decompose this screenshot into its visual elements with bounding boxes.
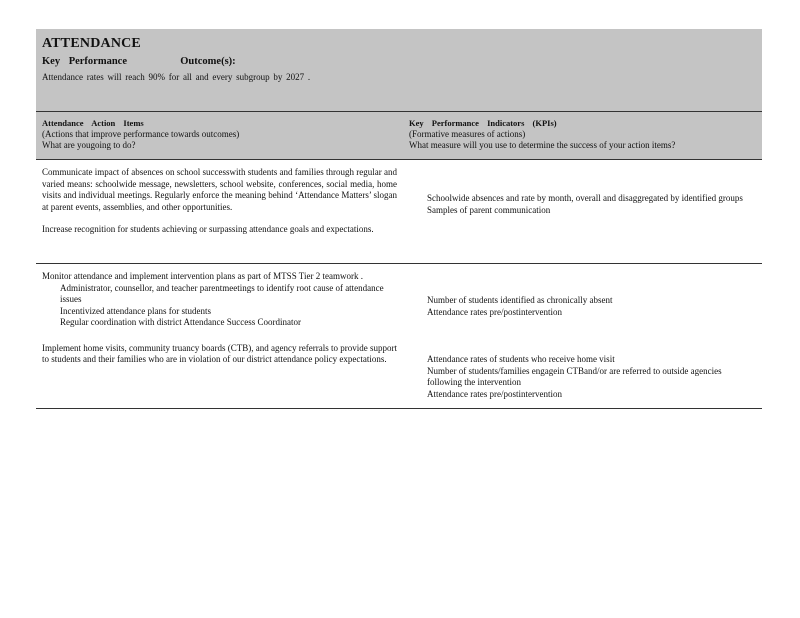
list-item: Attendance rates pre/postintervention <box>427 306 562 317</box>
list-item: Number of students identified as chronically absent <box>427 295 613 305</box>
kpi-list <box>409 354 756 400</box>
action-items-desc: (Actions that improve performance towards outcomes) <box>42 129 240 139</box>
action-items-header <box>36 112 403 159</box>
list-item: Administrator, counsellor, and teacher parentmeetings to identify root cause of attendance issues <box>60 282 384 304</box>
action-list <box>42 283 397 329</box>
list-item: Samples of parent communication <box>427 204 551 215</box>
kpi-header <box>403 112 762 159</box>
list-item: Schoolwide absences and rate by month, overall and disaggregated by identified groups <box>427 193 743 203</box>
table-row <box>36 264 762 409</box>
section-title: ATTENDANCE <box>42 36 141 51</box>
action-cell <box>36 264 403 408</box>
kpi-cell <box>403 160 762 263</box>
kpi-title: Key Performance Indicators (KPIs) <box>409 118 557 128</box>
kpi-list <box>409 295 756 318</box>
column-headers <box>36 112 762 160</box>
kpo-label-part2: Outcome(s): <box>180 56 236 67</box>
kpo-label <box>42 56 756 67</box>
action-paragraph: Implement home visits, community truancy boards (CTB), and agency referrals to provide support to students and their families who are in violation of our district attendance policy expectations. <box>42 342 397 364</box>
outcome-text: Attendance rates will reach 90% for all and every subgroup by 2027 . <box>42 72 311 82</box>
action-paragraph: Communicate impact of absences on school successwith students and families through regular and varied means: schoolwide message, newsletters, school website, conferences, social media, home visits and individual meetings. Regularly enforce the meaning behind ‘Attendance Matters’ slogan at parent events, assemblies, and other opportunities. <box>42 167 397 212</box>
attendance-table <box>36 29 762 409</box>
list-item: Attendance rates pre/postintervention <box>427 388 562 399</box>
action-items-question: What are yougoing to do? <box>42 140 136 150</box>
kpo-label-part1: Key Performance <box>42 56 128 67</box>
list-item: Number of students/families engagein CTBand/or are referred to outside agencies following the intervention <box>427 365 722 387</box>
list-item: Regular coordination with district Attendance Success Coordinator <box>60 317 301 327</box>
kpi-question: What measure will you use to determine the success of your action items? <box>409 140 676 150</box>
attendance-header <box>36 29 762 112</box>
action-paragraph: Increase recognition for students achieving or surpassing attendance goals and expectations. <box>42 224 374 234</box>
action-items-title: Attendance Action Items <box>42 118 144 128</box>
kpi-list <box>409 193 756 216</box>
list-item: Incentivized attendance plans for students <box>60 305 211 316</box>
list-item: Attendance rates of students who receive home visit <box>427 354 615 364</box>
kpi-cell <box>403 264 762 408</box>
kpi-desc: (Formative measures of actions) <box>409 129 526 139</box>
action-paragraph: Monitor attendance and implement intervention plans as part of MTSS Tier 2 teamwork . <box>42 271 363 281</box>
action-cell <box>36 160 403 263</box>
table-row <box>36 160 762 264</box>
